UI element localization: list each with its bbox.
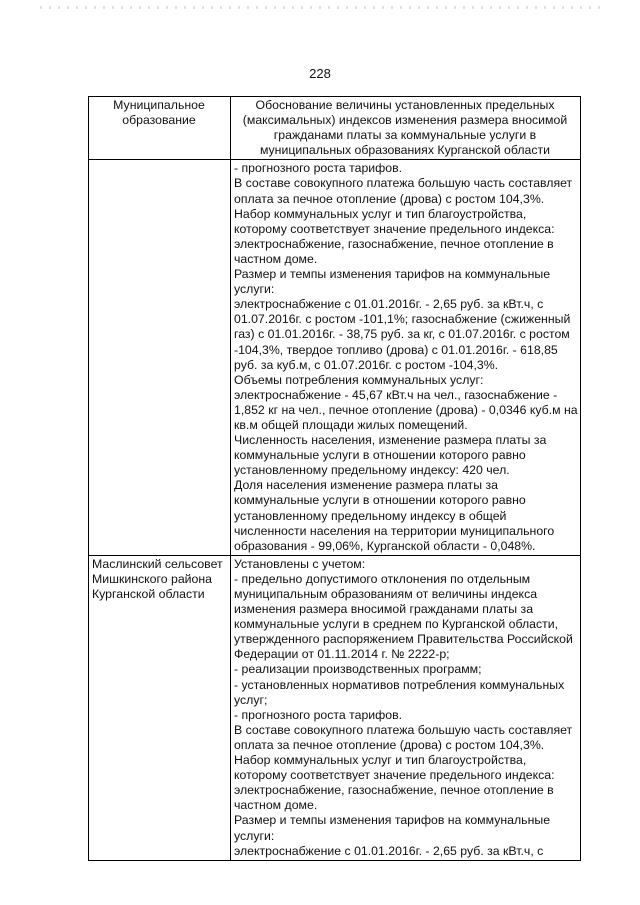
tariff-justification-table — [88, 96, 581, 861]
justification-line: электроснабжение, газоснабжение, печное отопление в — [234, 783, 554, 798]
justification-line: которому соответствует значение предельного индекса: — [234, 768, 555, 783]
justification-line: образования - 99,06%, Курганской области - 0,048%. — [234, 538, 536, 553]
table-row — [89, 555, 581, 860]
justification-line: газ) с 01.01.2016г. - 38,75 руб. за кг, с 01.07.2016г. с ростом — [234, 327, 570, 342]
justification-line: изменения размера вносимой гражданами платы за — [234, 602, 534, 617]
header-justification: Обоснование величины установленных предельных (максимальных) индексов изменения размера вносимой гражданами платы за коммунальные услуги в муниципальных образованиях Курганской области — [231, 97, 581, 160]
justification-line: В составе совокупного платежа большую часть составляет — [234, 722, 573, 737]
justification-line: кв.м общей площади жилых помещений. — [234, 417, 468, 432]
municipality-cell — [89, 160, 231, 555]
justification-line: услуг; — [234, 692, 268, 707]
justification-line: электроснабжение с 01.01.2016г. - 2,65 руб. за кВт.ч, с — [234, 297, 544, 312]
justification-line: услуги: — [234, 828, 275, 843]
justification-line: 1,852 кг на чел., печное отопление (дрова) - 0,0346 куб.м на — [234, 402, 578, 417]
justification-line: Установлены с учетом: — [234, 556, 366, 571]
justification-line: оплата за печное отопление (дрова) с ростом 104,3%. — [234, 737, 545, 752]
justification-cell — [231, 555, 581, 860]
justification-line: Размер и темпы изменения тарифов на коммунальные — [234, 813, 551, 828]
justification-line: - прогнозного роста тарифов. — [234, 161, 403, 176]
justification-line: - реализации производственных программ; — [234, 662, 482, 677]
justification-line: Размер и темпы изменения тарифов на коммунальные — [234, 267, 551, 282]
justification-line: - предельно допустимого отклонения по отдельным — [234, 571, 531, 586]
justification-line: муниципальным образованиям от величины индекса — [234, 587, 538, 601]
justification-line: Численность населения, изменение размера платы за — [234, 433, 547, 448]
justification-line: руб. за куб.м, с 01.07.2016г. с ростом -104,3%. — [234, 357, 499, 372]
justification-line: установленному предельному индексу: 420 чел. — [234, 463, 510, 478]
justification-line: оплата за печное отопление (дрова) с ростом 104,3%. — [234, 191, 545, 206]
justification-line: Федерации от 01.11.2014 г. № 2222-р; — [234, 647, 450, 662]
justification-line: утвержденного распоряжением Правительства Российской — [234, 632, 573, 647]
justification-line: - установленных нормативов потребления коммунальных — [234, 677, 565, 692]
justification-line: коммунальные услуги в среднем по Курганской области, — [234, 617, 559, 632]
justification-line: электроснабжение - 45,67 кВт.ч на чел., газоснабжение - — [234, 387, 558, 402]
justification-line: услуги: — [234, 282, 275, 297]
municipality-cell: Маслинский сельсовет Мишкинского района Курганской области — [89, 555, 231, 860]
justification-line: -104,3%, твердое топливо (дрова) с 01.01.2016г. - 618,85 — [234, 342, 558, 357]
justification-cell — [231, 160, 581, 555]
justification-line: установленному предельному индексу в общей — [234, 508, 507, 523]
justification-line: В составе совокупного платежа большую часть составляет — [234, 176, 573, 191]
header-municipality: Муниципальное образование — [89, 97, 231, 160]
justification-line: Набор коммунальных услуг и тип благоустройства, — [234, 206, 527, 221]
justification-line: Доля населения изменение размера платы за — [234, 478, 498, 493]
table-row — [89, 160, 581, 555]
justification-line: частном доме. — [234, 251, 318, 266]
justification-line: Объемы потребления коммунальных услуг: — [234, 372, 484, 387]
justification-line: коммунальные услуги в отношении которого равно — [234, 448, 526, 463]
page-number: 228 — [309, 66, 331, 81]
justification-line: электроснабжение, газоснабжение, печное отопление в — [234, 236, 554, 251]
justification-line: численности населения на территории муниципального — [234, 523, 555, 538]
justification-line: электроснабжение с 01.01.2016г. - 2,65 руб. за кВт.ч, с — [234, 843, 544, 858]
justification-line: которому соответствует значение предельного индекса: — [234, 221, 555, 236]
table-header-row — [89, 97, 581, 160]
justification-line: 01.07.2016г. с ростом -101,1%; газоснабжение (сжиженный — [234, 312, 571, 327]
justification-line: Набор коммунальных услуг и тип благоустройства, — [234, 753, 527, 768]
scan-artifact — [40, 6, 600, 9]
justification-line: коммунальные услуги в отношении которого равно — [234, 493, 526, 508]
justification-line: частном доме. — [234, 798, 318, 813]
justification-line: - прогнозного роста тарифов. — [234, 707, 403, 722]
